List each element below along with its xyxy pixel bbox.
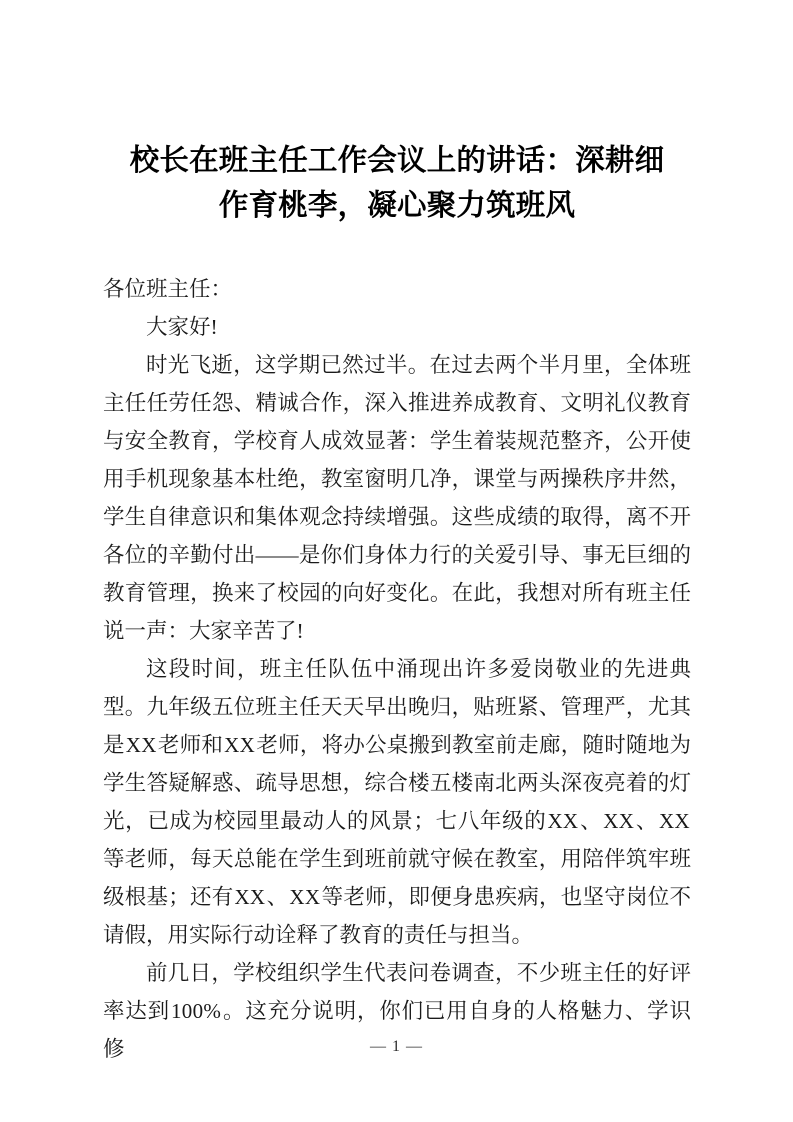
placeholder-name-7: XX [289, 885, 321, 909]
placeholder-name-2: XX [224, 733, 256, 757]
paragraph-2-segment-4: 、 [579, 809, 603, 833]
page-title-line-2: 作育桃李，凝心聚力筑班风 [218, 189, 576, 222]
body-paragraph-1: 时光飞逝，这学期已然过半。在过去两个半月里，全体班主任任劳任怨、精诚合作，深入推进养成教育、文明礼仪教育与安全教育，学校育人成效显著：学生着装规范整齐，公开使用手机现象基本杜绝，教室窗明几净，课堂与两操秩序井然，学生自律意识和集体观念持续增强。这些成绩的取得，离不开各位的辛勤付出——是你们身体力行的关爱引导、事无巨细的教育管理，换来了校园的向好变化。在此，我想对所有班主任说一声：大家辛苦了! [103, 353, 691, 643]
satisfaction-percentage: 100% [170, 999, 222, 1023]
document-body [103, 270, 691, 1068]
page-title-line-1: 校长在班主任工作会议上的讲话：深耕细 [129, 144, 665, 177]
placeholder-name-3: XX [547, 809, 579, 833]
paragraph-2-segment-8: 等老师，即便身患疾病，也坚守岗位不请假，用实际行动诠释了教育的责任与担当。 [103, 885, 691, 947]
placeholder-name-6: XX [234, 885, 266, 909]
paragraph-2-segment-1: 这段时间，班主任队伍中涌现出许多爱岗敬业的先进典型。九年级五位班主任天天早出晚归，贴班紧、管理严，尤其是 [103, 657, 691, 757]
page-number: — 1 — [370, 1038, 423, 1055]
page-title [103, 138, 691, 228]
body-paragraph-2 [103, 650, 691, 954]
placeholder-name-5: XX [659, 809, 690, 833]
paragraph-2-segment-5: 、 [635, 809, 659, 833]
paragraph-2-segment-2: 老师和 [157, 733, 224, 757]
paragraph-2-segment-7: 、 [266, 885, 289, 909]
salutation: 各位班主任： [103, 277, 233, 301]
placeholder-name-4: XX [603, 809, 635, 833]
greeting: 大家好! [146, 315, 218, 339]
placeholder-name-1: XX [125, 733, 157, 757]
paragraph-3-segment-2: 。这充分说明，你们已用自身的人格魅力、学识修 [103, 999, 691, 1061]
paragraph-2-segment-6: 等老师，每天总能在学生到班前就守候在教室，用陪伴筑牢班级根基；还有 [103, 847, 691, 909]
paragraph-3-segment-1: 前几日，学校组织学生代表问卷调查，不少班主任的好评率达到 [103, 961, 691, 1023]
paragraph-2-segment-3: 老师，将办公桌搬到教室前走廊，随时随地为学生答疑解惑、疏导思想，综合楼五楼南北两头深夜亮着的灯光，已成为校园里最动人的风景；七八年级的 [103, 733, 691, 833]
